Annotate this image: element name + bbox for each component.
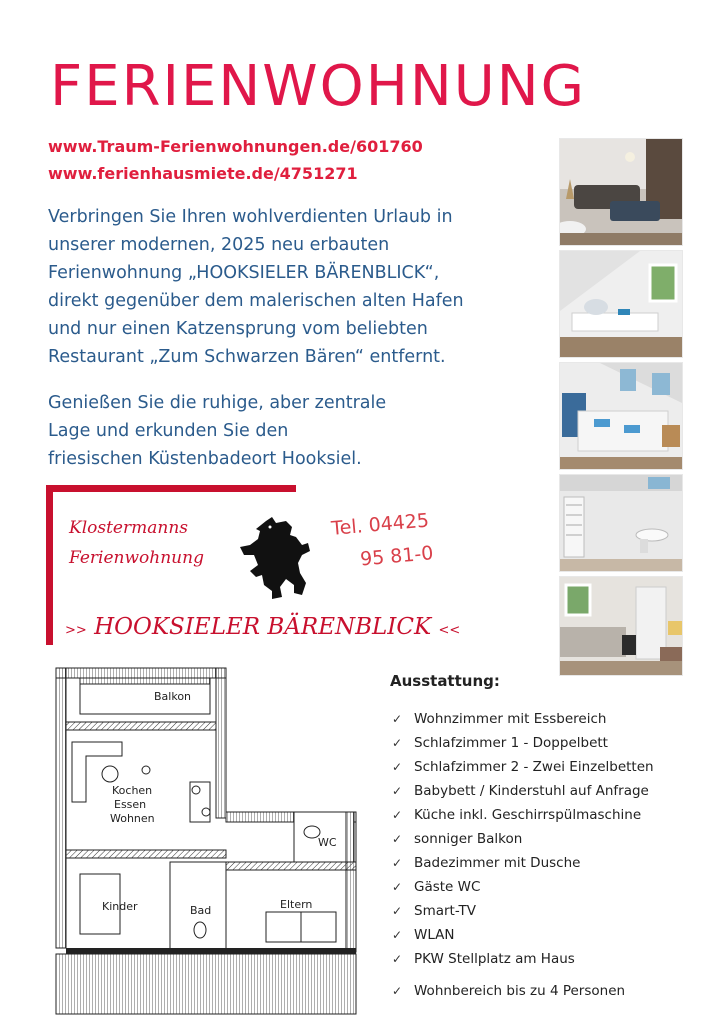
floorplan-label-kids: Kinder — [102, 900, 138, 913]
link-traum-ferienwohnungen[interactable]: www.Traum-Ferienwohnungen.de/601760 — [48, 137, 423, 156]
check-icon: ✓ — [392, 736, 403, 750]
intro-line: Ferienwohnung „HOOKSIELER BÄRENBLICK“, — [48, 263, 440, 283]
bear-logo-icon — [236, 515, 316, 601]
features-title: Ausstattung: — [390, 672, 500, 690]
feature-item: ✓ Schlafzimmer 1 - Doppelbett — [392, 731, 654, 755]
feature-item: ✓ Gäste WC — [392, 875, 654, 899]
motto-text: HOOKSIELER BÄRENBLICK — [94, 614, 432, 640]
intro-line: unserer modernen, 2025 neu erbauten — [48, 235, 390, 255]
logo-frame-left — [46, 485, 53, 645]
page-title: FERIENWOHNUNG — [50, 54, 587, 119]
motto-right-arrows: << — [438, 623, 461, 638]
floorplan-label-kitchen-1: Kochen — [112, 784, 153, 797]
features-list — [392, 707, 654, 971]
logo-frame-top — [46, 485, 296, 492]
photo-bathroom — [559, 474, 683, 572]
intro-line: Verbringen Sie Ihren wohlverdienten Urlaub in — [48, 207, 453, 227]
check-icon: ✓ — [392, 712, 403, 726]
feature-item: ✓ Wohnzimmer mit Essbereich — [392, 707, 654, 731]
photo-single-bed-room — [559, 250, 683, 358]
floorplan-label-kitchen-3: Wohnen — [110, 812, 155, 825]
check-icon: ✓ — [392, 880, 403, 894]
phone-label: Tel. 04425 — [330, 509, 430, 540]
feature-item: ✓ Babybett / Kinderstuhl auf Anfrage — [392, 779, 654, 803]
check-icon: ✓ — [392, 808, 403, 822]
floorplan-label-parents: Eltern — [280, 898, 313, 911]
photo-kitchen — [559, 576, 683, 676]
intro-line: und nur einen Katzensprung vom beliebten — [48, 319, 428, 339]
phone-block — [330, 504, 435, 578]
brand-line: Ferienwohnung — [69, 548, 204, 568]
check-icon: ✓ — [392, 856, 403, 870]
link-ferienhausmiete[interactable]: www.ferienhausmiete.de/4751271 — [48, 164, 358, 183]
intro-line: Restaurant „Zum Schwarzen Bären“ entfernt. — [48, 347, 446, 367]
photo-living-room — [559, 138, 683, 246]
intro-line: direkt gegenüber dem malerischen alten Hafen — [48, 291, 464, 311]
photo-double-bed-room — [559, 362, 683, 470]
location-paragraph — [48, 389, 468, 473]
feature-item: ✓ Schlafzimmer 2 - Zwei Einzelbetten — [392, 755, 654, 779]
floorplan-label-bath: Bad — [190, 904, 212, 917]
check-icon: ✓ — [392, 952, 403, 966]
intro-paragraph — [48, 203, 538, 371]
check-icon: ✓ — [392, 760, 403, 774]
check-icon: ✓ — [392, 832, 403, 846]
floorplan-label-wc: WC — [318, 836, 337, 849]
location-line: Lage und erkunden Sie den — [48, 421, 289, 441]
location-line: friesischen Küstenbadeort Hooksiel. — [48, 449, 362, 469]
floorplan-label-balcony: Balkon — [154, 690, 192, 703]
check-icon: ✓ — [392, 904, 403, 918]
brand-name — [69, 513, 204, 573]
check-icon: ✓ — [392, 984, 403, 998]
location-line: Genießen Sie die ruhige, aber zentrale — [48, 393, 387, 413]
feature-item: ✓ Smart-TV — [392, 899, 654, 923]
feature-capacity: ✓ Wohnbereich bis zu 4 Personen — [392, 983, 626, 999]
floorplan — [50, 662, 362, 1018]
feature-item: ✓ WLAN — [392, 923, 654, 947]
feature-item: ✓ PKW Stellplatz am Haus — [392, 947, 654, 971]
motto-left-arrows: >> — [65, 623, 87, 638]
floorplan-label-kitchen-2: Essen — [114, 798, 147, 811]
brand-line: Klostermanns — [69, 518, 188, 538]
check-icon: ✓ — [392, 784, 403, 798]
feature-item: ✓ Küche inkl. Geschirrspülmaschine — [392, 803, 654, 827]
check-icon: ✓ — [392, 928, 403, 942]
feature-item: ✓ Badezimmer mit Dusche — [392, 851, 654, 875]
motto — [65, 614, 460, 640]
feature-item: ✓ sonniger Balkon — [392, 827, 654, 851]
phone-number: 95 81-0 — [359, 542, 435, 571]
